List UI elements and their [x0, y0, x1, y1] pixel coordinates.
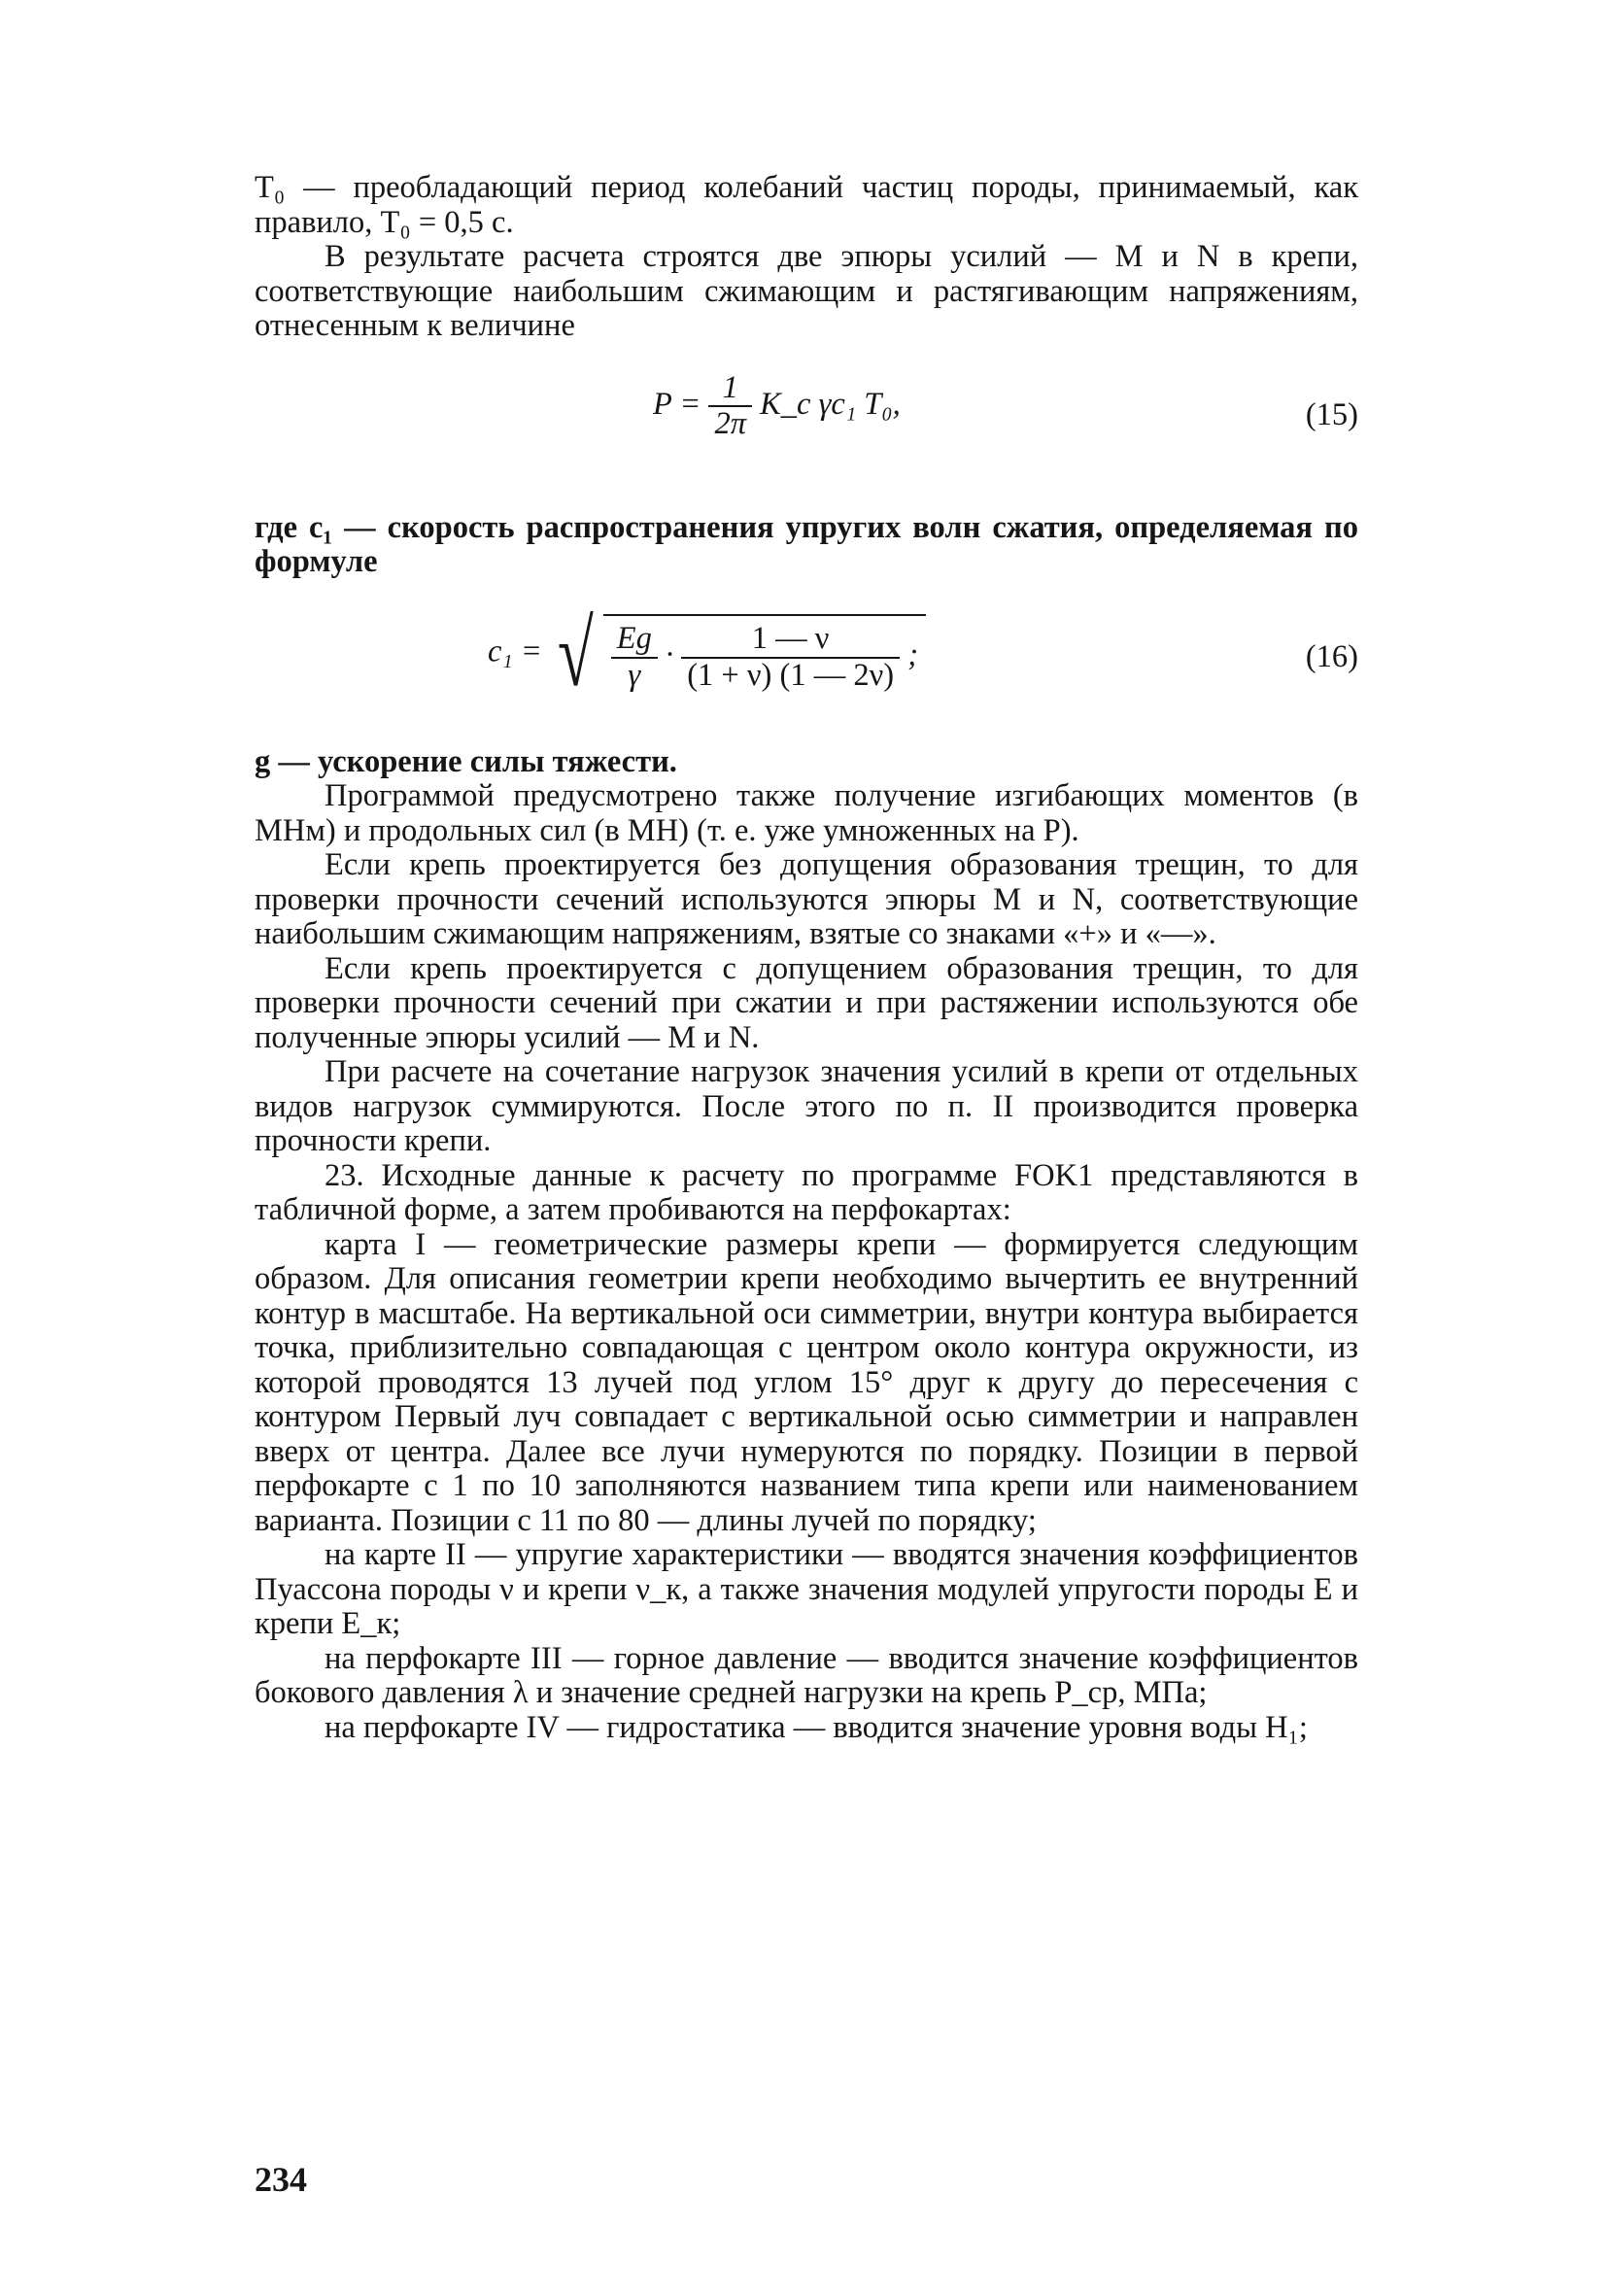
- paragraph-results: В результате расчета строятся две эпюры усилий — M и N в крепи, соответствующие наибольшим сжимающим и растягивающим напряжениям, отнесенным к величине: [255, 239, 1358, 343]
- formula-15-rhs: K_c γc₁ T₀,: [760, 386, 901, 422]
- page-number: 234: [255, 2160, 307, 2199]
- formula-15-fraction: [708, 371, 752, 442]
- paragraph-input-data: 23. Исходные данные к расчету по программе FOK1 представляются в табличной форме, а затем пробиваются на перфокартах:: [255, 1157, 1358, 1227]
- paragraph-no-cracks: Если крепь проектируется без допущения образования трещин, то для проверки прочности сечений используются эпюры M и N, соответствующие наибольшим сжимающим напряжениям, взятые со знаками «+» и «—».: [255, 847, 1358, 951]
- formula-15-number: (15): [1305, 396, 1358, 432]
- paragraph-card-3: на перфокарте III — горное давление — вводится значение коэффициентов бокового давления λ и значение средней нагрузки на крепь P_ср, МПа;: [255, 1640, 1358, 1710]
- paragraph-period: T₀ — преобладающий период колебаний частиц породы, принимаемый, как правило, T₀ = 0,5 с.: [255, 170, 1358, 240]
- formula-16: [255, 580, 1358, 745]
- formula-15-numerator: 1: [708, 371, 752, 408]
- formula-16-lhs: c₁ =: [488, 633, 542, 668]
- paragraph-with-cracks: Если крепь проектируется с допущением образования трещин, то для проверки прочности сечений при сжатии и при растяжении используются обе полученные эпюры усилий — M и N.: [255, 950, 1358, 1055]
- text-column: [255, 171, 1358, 1745]
- formula-16-sqrt: √ $\frac{Eg}{\gamma}$ · $\frac{1 — \nu}{(1 + \nu) (1 — 2\nu)}$ ;: [550, 607, 926, 701]
- radical-sign-icon: √: [557, 600, 594, 705]
- paragraph-card-2: на карте II — упругие характеристики — вводятся значения коэффициентов Пуассона породы ν и крепи ν_к, а также значения модулей упругости породы E и крепи E_к;: [255, 1537, 1358, 1641]
- formula-15: [255, 344, 1358, 490]
- formula-15-denominator: 2π: [714, 406, 746, 441]
- paragraph-program: Программой предусмотрено также получение изгибающих моментов (в МНм) и продольных сил (в МН) (т. е. уже умноженных на P).: [255, 778, 1358, 848]
- formula-16-number: (16): [1305, 638, 1358, 674]
- formula-16-fraction-2: $\frac{1 — \nu}{(1 + \nu) (1 — 2\nu)}$: [681, 622, 900, 693]
- paragraph-load-combination: При расчете на сочетание нагрузок значения усилий в крепи от отдельных видов нагрузок суммируются. После этого по п. II производится проверка прочности крепи.: [255, 1054, 1358, 1158]
- paragraph-gravity: g — ускорение силы тяжести.: [255, 743, 677, 779]
- paragraph-wave-speed: где c₁ — скорость распространения упругих волн сжатия, определяемая по формуле: [255, 509, 1358, 579]
- paragraph-card-4: на перфокарте IV — гидростатика — вводится значение уровня воды H₁;: [325, 1709, 1308, 1745]
- formula-15-lhs: P =: [653, 386, 701, 422]
- formula-16-fraction-1: $\frac{Eg}{\gamma}$: [611, 622, 658, 693]
- paragraph-card-1: карта I — геометрические размеры крепи — формируется следующим образом. Для описания геометрии крепи необходимо вычертить ее внутренний контур в масштабе. На вертикальной оси симметрии, внутри контура выбирается точка, приблизительно совпадающая с центром около контура окружности, из которой проводятся 13 лучей под углом 15° друг к другу до пересечения с контуром Первый луч совпадает с вертикальной осью симметрии и направлен вверх от центра. Далее все лучи нумеруются по порядку. Позиции в первой перфокарте с 1 по 10 заполняются названием типа крепи или наименованием варианта. Позиции с 11 по 80 — длины лучей по порядку;: [255, 1226, 1358, 1538]
